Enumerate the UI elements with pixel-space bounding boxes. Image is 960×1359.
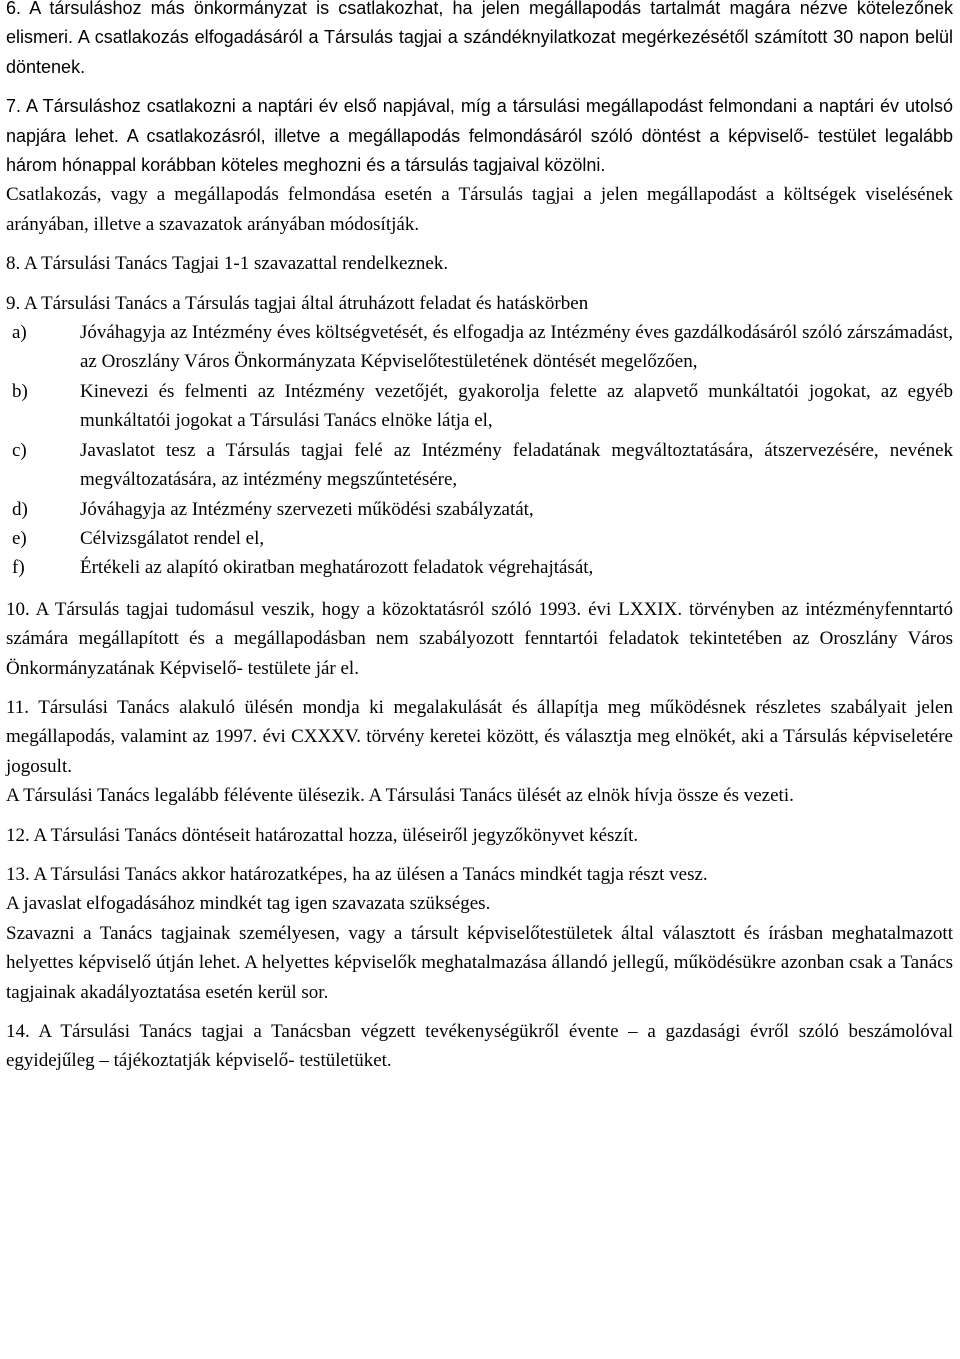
paragraph-9: 9. A Társulási Tanács a Társulás tagjai által átruházott feladat és hatáskörben (6, 292, 589, 314)
paragraph-13-line-2: A javaslat elfogadásához mindkét tag igen szavazata szükséges. (6, 893, 491, 915)
list-item-label: c) (12, 439, 27, 461)
list-item (6, 524, 953, 553)
list-item (6, 318, 953, 377)
paragraph-13: 13. A Társulási Tanács akkor határozatképes, ha az ülésen a Tanács mindkét tagja részt vesz. (6, 863, 708, 885)
list-item-label: e) (12, 527, 27, 549)
spacer (6, 1007, 953, 1017)
list-item (6, 436, 953, 495)
paragraph-7-part-b: A csatlakozásról, illetve a megállapodás felmondásáról szóló döntést a képviselő- testület legalább három hónappal korábban köteles meghozni és a társulás tagjaival közölni. (6, 125, 953, 176)
paragraph-7-part-a: 7. A Társuláshoz csatlakozni a naptári év első napjával, míg a társulási megállapodást felmondani a naptári év utolsó napjára lehet. (6, 96, 953, 146)
list-item-label: f) (12, 557, 25, 579)
paragraph-7 (6, 92, 953, 180)
paragraph-10: 10. A Társulás tagjai tudomásul veszik, hogy a közoktatásról szóló 1993. évi LXXIX. törvényben az intézményfenntartó számára megállapított és a megállapodásban nem szabályozott fenntartói feladatok tekintetében az Oroszlány Város Önkormányzatának Képviselő- testülete jár el. (6, 598, 953, 679)
list-item-text: Értékeli az alapító okiratban meghatározott feladatok végrehajtását, (80, 557, 594, 579)
spacer (6, 82, 953, 92)
list-item-label: b) (12, 380, 28, 402)
paragraph-7-continuation: Csatlakozás, vagy a megállapodás felmondása esetén a Társulás tagjai a jelen megállapodást a költségek viselésének arányában, illetve a szavazatok arányában módosítják. (6, 184, 953, 235)
paragraph-13-line-3: Szavazni a Tanács tagjainak személyesen, vagy a társult képviselőtestületek által választott és írásban meghatalmazott helyettes képviselő útján lehet. A helyettes képviselők meghatalmazása állandó jellegű, működésükre azonban csak a Tanács tagjainak akadályoztatása esetén kerül sor. (6, 922, 953, 1003)
paragraph-12: 12. A Társulási Tanács döntéseit határozattal hozza, üléseiről jegyzőkönyvet készít. (6, 824, 639, 846)
list-item-text: Jóváhagyja az Intézmény éves költségvetését, és elfogadja az Intézmény éves gazdálkodásáról szóló zárszámadást, az Oroszlány Város Önkormányzata Képviselőtestületének döntését megelőzően, (80, 322, 953, 373)
spacer (6, 583, 953, 595)
paragraph-14: 14. A Társulási Tanács tagjai a Tanácsban végzett tevékenységükről évente – a gazdasági évről szóló beszámolóval egyidejűleg – tájékoztatják képviselő- testületüket. (6, 1021, 953, 1072)
paragraph-8: 8. A Társulási Tanács Tagjai 1-1 szavazattal rendelkeznek. (6, 253, 449, 275)
paragraph-11-continuation: A Társulási Tanács legalább félévente ülésezik. A Társulási Tanács ülését az elnök hívja össze és vezeti. (6, 785, 794, 807)
list-item-label: a) (12, 322, 27, 344)
list-item (6, 377, 953, 436)
list-item-text: Jóváhagyja az Intézmény szervezeti működési szabályzatát, (80, 498, 534, 520)
list-item (6, 495, 953, 524)
list-item-text: Javaslatot tesz a Társulás tagjai felé az Intézmény feladatának megváltoztatására, átszervezésére, nevének megváltozatására, az intézmény megszűntetésére, (80, 439, 953, 491)
spacer (6, 279, 953, 289)
spacer (6, 850, 953, 860)
paragraph-11: 11. Társulási Tanács alakuló ülésén mondja ki megalakulását és állapítja meg működésnek részletes szabályait jelen megállapodás, valamint az 1997. évi CXXXV. törvény keretei között, és választja meg elnökét, aki a Társulás képviseletére jogosult. (6, 696, 953, 777)
spacer (6, 683, 953, 693)
list-item-text: Kinevezi és felmenti az Intézmény vezetőjét, gyakorolja felette az alapvető munkáltatói jogokat, az egyéb munkáltatói jogokat a Társulási Tanács elnöke látja el, (80, 380, 953, 432)
list-item (6, 553, 953, 582)
list-item-text: Célvizsgálatot rendel el, (80, 527, 265, 549)
spacer (6, 239, 953, 249)
paragraph-6: 6. A társuláshoz más önkormányzat is csatlakozhat, ha jelen megállapodás tartalmát magára nézve kötelezőnek elismeri. A csatlakozás elfogadásáról a Társulás tagjai a szándéknyilatkozat megérkezésétől számított 30 napon belül döntenek. (6, 0, 953, 77)
spacer (6, 811, 953, 821)
list-item-label: d) (12, 498, 28, 520)
